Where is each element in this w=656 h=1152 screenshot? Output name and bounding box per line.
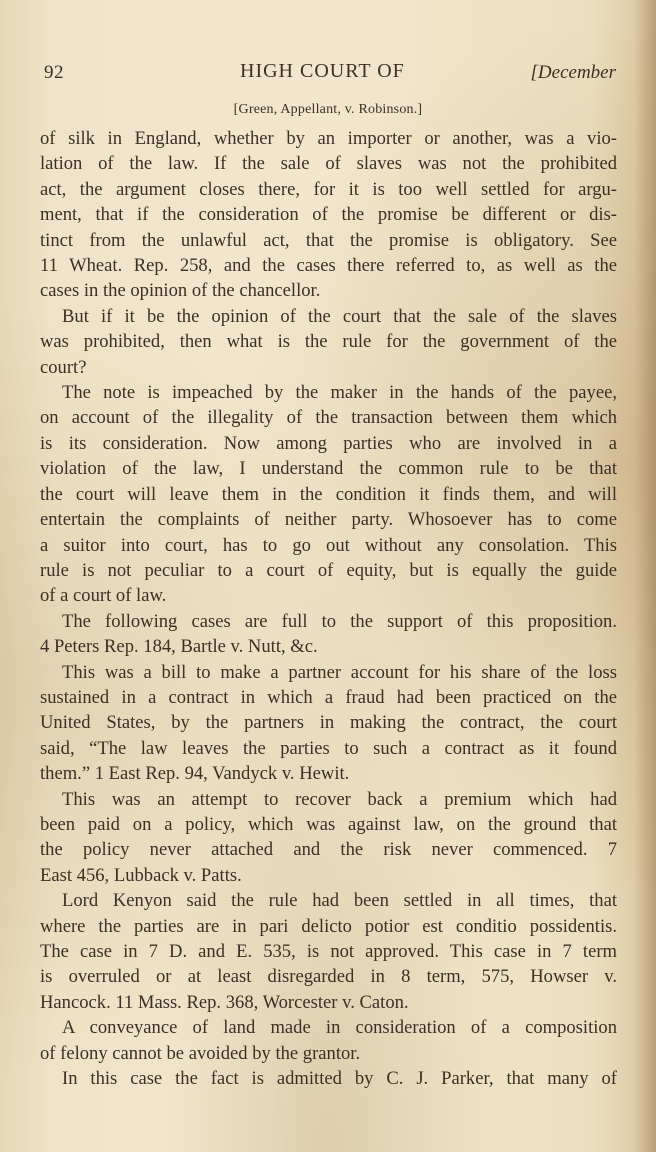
text-line: court? [40, 356, 87, 378]
text-line: the policy never attached and the risk never commenced. 7 [40, 839, 617, 861]
text-line: violation of the law, I understand the common rule to be that [40, 458, 617, 480]
text-line: Lord Kenyon said the rule had been settled in all times, that [62, 890, 617, 912]
case-caption: [Green, Appellant, v. Robinson.] [233, 102, 423, 117]
text-line: was prohibited, then what is the rule for the government of the [40, 331, 617, 353]
text-line: This was a bill to make a partner account for his share of the loss [62, 661, 617, 683]
text-line: The following cases are full to the support of this proposition. [62, 610, 617, 632]
text-line: a suitor into court, has to go out without any consolation. This [40, 534, 617, 556]
text-line: lation of the law. If the sale of slaves was not the prohibited [40, 153, 617, 175]
text-line: cases in the opinion of the chancellor. [40, 280, 321, 302]
text-line: is overruled or at least disregarded in 8 term, 575, Howser v. [40, 966, 617, 988]
running-month: [December [530, 62, 616, 83]
text-line: East 456, Lubback v. Patts. [40, 864, 242, 886]
text-line: A conveyance of land made in consideration of a composition [62, 1017, 617, 1039]
text-line: where the parties are in pari delicto potior est conditio possidentis. [40, 915, 617, 937]
page-edge-shadow [634, 0, 656, 1152]
page-number: 92 [44, 62, 64, 83]
text-line: In this case the fact is admitted by C. J. Parker, that many of [62, 1068, 617, 1090]
text-line: Hancock. 11 Mass. Rep. 368, Worcester v. Caton. [40, 991, 409, 1013]
text-line: been paid on a policy, which was against law, on the ground that [40, 813, 617, 835]
text-line: is its consideration. Now among parties who are involved in a [40, 432, 617, 454]
text-line: The case in 7 D. and E. 535, is not approved. This case in 7 term [40, 941, 617, 962]
text-line: said, “The law leaves the parties to such a contract as it found [40, 737, 617, 759]
text-line: entertain the complaints of neither party. Whosoever has to come [40, 509, 617, 531]
text-line: tinct from the unlawful act, that the promise is obligatory. See [40, 229, 617, 251]
text-line: The note is impeached by the maker in the hands of the payee, [62, 382, 617, 404]
text-line: 11 Wheat. Rep. 258, and the cases there referred to, as well as the [40, 255, 617, 277]
text-line: This was an attempt to recover back a premium which had [62, 788, 617, 810]
text-line: them.” 1 East Rep. 94, Vandyck v. Hewit. [40, 763, 350, 785]
running-title: HIGH COURT OF [240, 60, 405, 82]
text-line: sustained in a contract in which a fraud had been practiced on the [40, 686, 617, 708]
text-line: of a court of law. [40, 585, 167, 607]
text-line: But if it be the opinion of the court that the sale of the slaves [62, 305, 617, 327]
text-line: 4 Peters Rep. 184, Bartle v. Nutt, &c. [40, 636, 318, 658]
text-line: on account of the illegality of the transaction between them which [40, 407, 617, 429]
text-line: act, the argument closes there, for it is too well settled for argu- [40, 178, 617, 200]
text-line: of felony cannot be avoided by the grantor. [40, 1042, 361, 1064]
text-line: rule is not peculiar to a court of equity, but is equally the guide [40, 559, 617, 581]
text-line: ment, that if the consideration of the promise be different or dis- [40, 204, 617, 226]
text-line: of silk in England, whether by an importer or another, was a vio- [40, 128, 617, 149]
text-line: United States, by the partners in making the contract, the court [40, 712, 617, 734]
body-text [40, 126, 617, 1091]
running-head [44, 58, 616, 88]
text-line: the court will leave them in the condition it finds them, and will [40, 483, 617, 505]
